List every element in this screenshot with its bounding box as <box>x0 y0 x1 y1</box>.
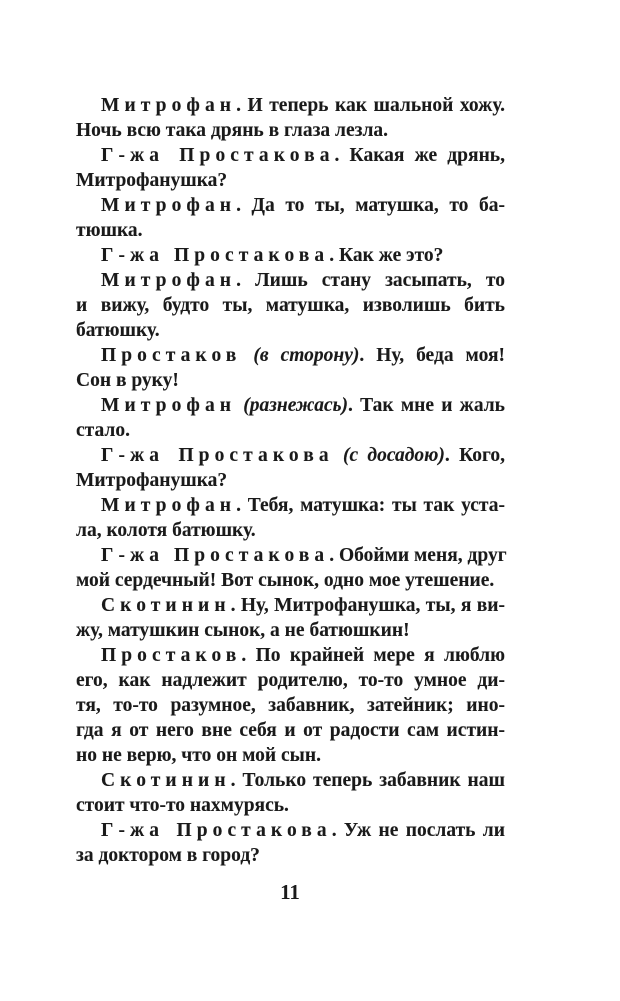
text-line <box>76 818 505 843</box>
speaker-name: Митрофан <box>101 95 237 116</box>
paragraph <box>76 93 505 143</box>
line-text: жу, матушкин сынок, а не батюшкин! <box>76 620 410 641</box>
book-page-text <box>76 93 505 868</box>
line-text: Сон в руку! <box>76 370 179 391</box>
line-text: . И теперь как шальной хожу. <box>236 95 505 116</box>
line-text: . Как же это? <box>329 245 444 266</box>
stage-direction: (в сторону) <box>241 345 360 366</box>
line-text: батюшку. <box>76 320 160 341</box>
speaker-name: Г-жа Простакова <box>101 820 332 841</box>
line-text: . Уж не послать ли <box>331 820 505 841</box>
text-line <box>76 743 505 768</box>
speaker-name: Простаков <box>101 345 242 366</box>
line-text: . Обойми меня, друг <box>329 545 507 566</box>
paragraph <box>76 768 505 818</box>
line-text: стало. <box>76 420 130 441</box>
line-text: . Только теперь забавник наш <box>230 770 505 791</box>
text-line <box>76 643 505 668</box>
speaker-name: Скотинин <box>101 770 231 791</box>
paragraph <box>76 443 505 493</box>
text-line <box>76 493 505 518</box>
text-line <box>76 693 505 718</box>
paragraph <box>76 393 505 443</box>
text-line <box>76 718 505 743</box>
line-text: . Кого, <box>444 445 505 466</box>
page-number: 11 <box>280 880 300 904</box>
text-line <box>76 293 505 318</box>
paragraph <box>76 268 505 343</box>
text-line <box>76 443 505 468</box>
line-text: . По крайней мере я люблю <box>241 645 505 666</box>
line-text: . Ну, беда моя! <box>359 345 506 366</box>
text-line <box>76 168 505 193</box>
paragraph <box>76 593 505 643</box>
text-line <box>76 243 505 268</box>
line-text: . Тебя, матушка: ты так уста- <box>236 495 505 516</box>
line-text: тя, то-то разумное, забавник, затейник; ино- <box>76 695 505 716</box>
line-text: Ночь всю така дрянь в глаза лезла. <box>76 120 389 141</box>
text-line <box>76 468 505 493</box>
paragraph <box>76 143 505 193</box>
paragraph <box>76 193 505 243</box>
paragraph <box>76 643 505 768</box>
speaker-name: Скотинин <box>101 595 231 616</box>
speaker-name: Г-жа Простакова <box>101 545 330 566</box>
speaker-name: Митрофан <box>101 195 237 216</box>
speaker-name: Митрофан <box>101 395 237 416</box>
stage-direction: (с досадою) <box>333 445 445 466</box>
text-line <box>76 768 505 793</box>
paragraph <box>76 493 505 543</box>
speaker-name: Митрофан <box>101 270 237 291</box>
line-text: мой сердечный! Вот сынок, одно мое утешение. <box>76 570 495 591</box>
line-text: гда я от него вне себя и от радости сам истин- <box>76 720 505 741</box>
line-text: . Какая же дрянь, <box>334 145 505 166</box>
text-line <box>76 843 505 868</box>
text-line <box>76 368 505 393</box>
line-text: тюшка. <box>76 220 143 241</box>
text-line <box>76 393 505 418</box>
speaker-name: Г-жа Простакова <box>101 445 334 466</box>
paragraph <box>76 818 505 868</box>
line-text: но не верю, что он мой сын. <box>76 745 321 766</box>
text-line <box>76 568 505 593</box>
line-text: . Ну, Митрофанушка, ты, я ви- <box>230 595 505 616</box>
text-line <box>76 793 505 818</box>
text-line <box>76 343 505 368</box>
text-line <box>76 668 505 693</box>
paragraph <box>76 543 505 593</box>
line-text: . Так мне и жаль <box>348 395 505 416</box>
line-text: . Да то ты, матушка, то ба- <box>236 195 505 216</box>
line-text: за доктором в город? <box>76 845 260 866</box>
text-line <box>76 268 505 293</box>
text-line <box>76 518 505 543</box>
speaker-name: Г-жа Простакова <box>101 245 330 266</box>
text-line <box>76 93 505 118</box>
text-line <box>76 418 505 443</box>
line-text: . Лишь стану засыпать, то <box>236 270 505 291</box>
text-line <box>76 618 505 643</box>
speaker-name: Простаков <box>101 645 242 666</box>
speaker-name: Митрофан <box>101 495 237 516</box>
paragraph <box>76 243 505 268</box>
text-line <box>76 543 505 568</box>
paragraph <box>76 343 505 393</box>
line-text: ла, колотя батюшку. <box>76 520 256 541</box>
text-line <box>76 593 505 618</box>
text-line <box>76 318 505 343</box>
stage-direction: (разнежась) <box>236 395 349 416</box>
text-line <box>76 118 505 143</box>
text-line <box>76 193 505 218</box>
line-text: его, как надлежит родителю, то-то умное ди- <box>76 670 505 691</box>
line-text: Митрофанушка? <box>76 170 228 191</box>
text-line <box>76 218 505 243</box>
line-text: стоит что-то нахмурясь. <box>76 795 289 816</box>
speaker-name: Г-жа Простакова <box>101 145 335 166</box>
line-text: и вижу, будто ты, матушка, изволишь бить <box>76 295 505 316</box>
text-line <box>76 143 505 168</box>
line-text: Митрофанушка? <box>76 470 228 491</box>
